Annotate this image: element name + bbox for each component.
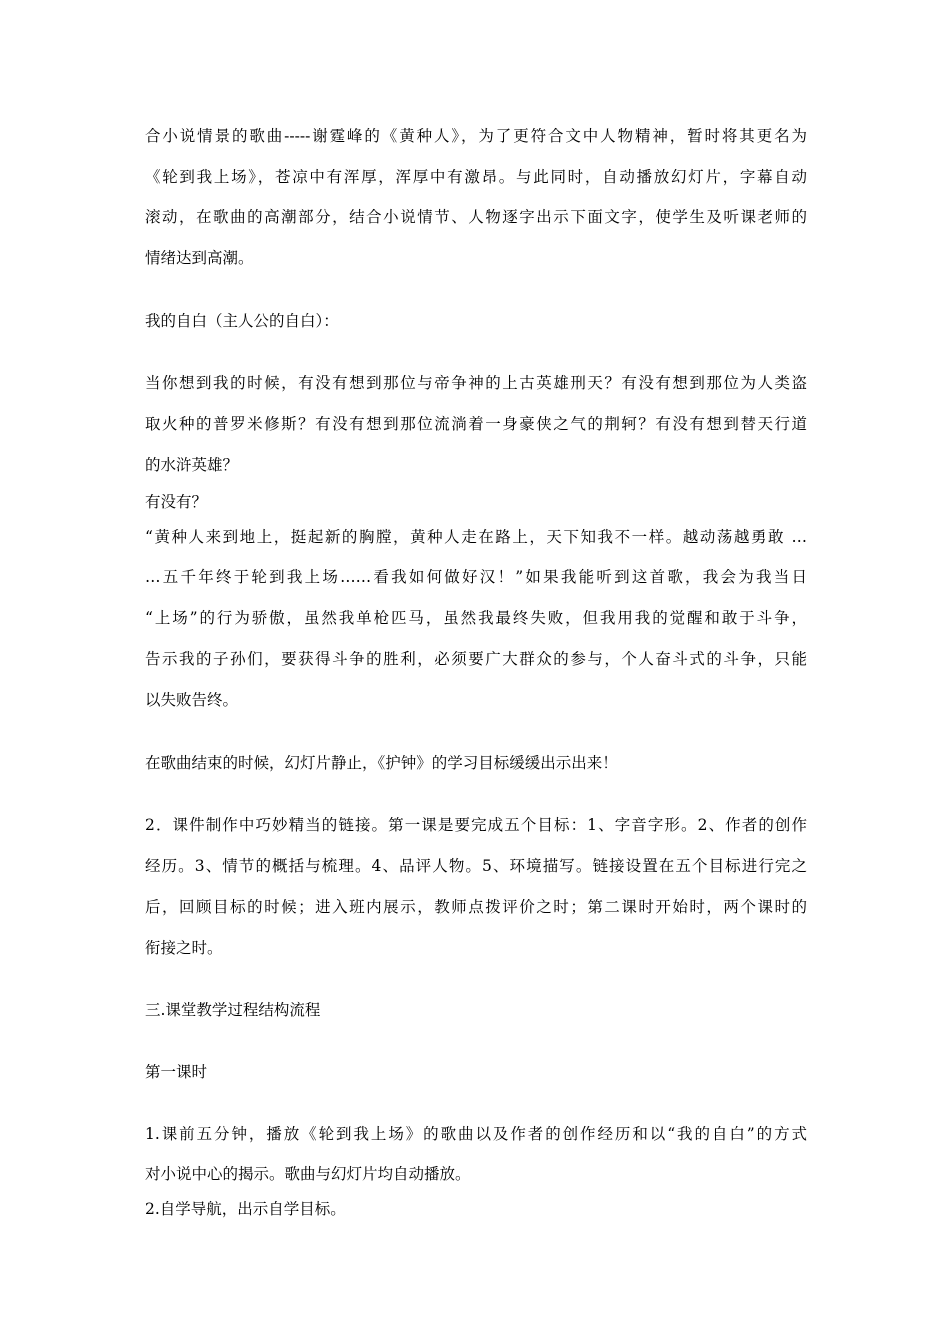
paragraph-line: “黄种人来到地上，挺起新的胸膛，黄种人走在路上，天下知我不一样。越动荡越勇敢 … — [145, 528, 807, 546]
paragraph-line: 衔接之时。 — [145, 939, 223, 957]
paragraph-line: 在歌曲结束的时候，幻灯片静止，《护钟》的学习目标缓缓出示出来！ — [145, 754, 618, 772]
paragraph-line: 2.自学导航，出示自学目标。 — [145, 1200, 346, 1218]
paragraph-line: 告示我的子孙们，要获得斗争的胜利，必须要广大群众的参与，个人奋斗式的斗争，只能 — [145, 650, 807, 668]
paragraph-line: 经历。3、情节的概括与梳理。4、品评人物。5、环境描写。链接设置在五个目标进行完之 — [145, 857, 807, 875]
section-label: 我的自白（主人公的自白）： — [145, 312, 339, 330]
paragraph-line: 情绪达到高潮。 — [145, 249, 254, 267]
paragraph-line: 取火种的普罗米修斯？有没有想到那位流淌着一身豪侠之气的荆轲？有没有想到替天行道 — [145, 415, 807, 433]
paragraph-line: 2．课件制作中巧妙精当的链接。第一课是要完成五个目标：1、字音字形。2、作者的创作 — [145, 816, 807, 834]
paragraph-line: 1.课前五分钟，播放《轮到我上场》的歌曲以及作者的创作经历和以“我的自白”的方式 — [145, 1125, 807, 1143]
paragraph-line: 有没有？ — [145, 493, 208, 511]
paragraph-line: …五千年终于轮到我上场……看我如何做好汉！”如果我能听到这首歌，我会为我当日 — [145, 568, 807, 586]
paragraph-line: 当你想到我的时候，有没有想到那位与帝争神的上古英雄刑天？有没有想到那位为人类盗 — [145, 374, 807, 392]
paragraph-line: 《轮到我上场》，苍凉中有浑厚，浑厚中有激昂。与此同时，自动播放幻灯片，字幕自动 — [145, 168, 807, 186]
paragraph-line: 合小说情景的歌曲-----谢霆峰的《黄种人》，为了更符合文中人物精神，暂时将其更名为 — [145, 127, 807, 145]
paragraph-line: 滚动，在歌曲的高潮部分，结合小说情节、人物逐字出示下面文字，使学生及听课老师的 — [145, 208, 807, 226]
subsection-heading: 第一课时 — [145, 1063, 208, 1081]
paragraph-line: 后，回顾目标的时候；进入班内展示，教师点拨评价之时；第二课时开始时，两个课时的 — [145, 898, 807, 916]
paragraph-line: 对小说中心的揭示。歌曲与幻灯片均自动播放。 — [145, 1165, 471, 1183]
paragraph-line: 以失败告终。 — [145, 691, 239, 709]
section-heading: 三.课堂教学过程结构流程 — [145, 1001, 321, 1019]
paragraph-line: 的水浒英雄？ — [145, 456, 239, 474]
paragraph-line: “上场”的行为骄傲，虽然我单枪匹马，虽然我最终失败，但我用我的觉醒和敢于斗争， — [145, 609, 807, 627]
